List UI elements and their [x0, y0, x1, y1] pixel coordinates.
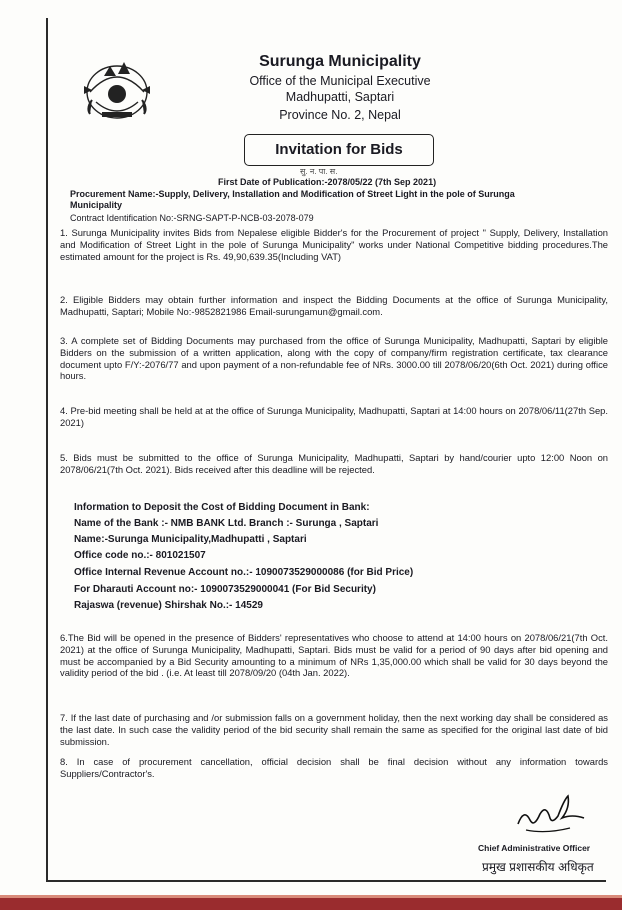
- signatory-nepali-title: प्रमुख प्रशासकीय अधिकृत: [482, 860, 594, 874]
- paragraph-3: 3. A complete set of Bidding Documents may purchased from the office of Surunga Municipality, Madhupatti, Saptari by eligible Bidders on the submission of a written application, along with the copy of company/firm registration certificate, tax clearance document upto F/Y:-2076/77 and upon payment of a non-refundable fee of NRs. 3000.00 till 2078/06/20(6th Oct. 2021) during office hours.: [60, 335, 608, 382]
- invitation-for-bids-title: Invitation for Bids: [244, 134, 434, 166]
- paragraph-7: 7. If the last date of purchasing and /or submission falls on a government holiday, then the next working day shall be considered as the last date. In such case the validity period of the bid security shall remain the same as specified for the original last date of bid submission.: [60, 712, 608, 747]
- procurement-name-line2: Municipality: [70, 200, 123, 210]
- bank-info-heading: Information to Deposit the Cost of Bidding Document in Bank:: [74, 502, 370, 513]
- handwritten-signature: [490, 790, 600, 838]
- contract-identification: Contract Identification No:-SRNG-SAPT-P-NCB-03-2078-079: [70, 213, 314, 223]
- paragraph-6: 6.The Bid will be opened in the presence of Bidders' representatives who choose to attend at 14:00 hours on 2078/06/21(7th Oct. 2021) at the office of Surunga Municipality, Madhupatti, Saptari. Bids must be valid for a period of 90 days after bid opening and must be accompanied by a Bid Security amounting to a minimum of NRs 1,35,000.00 which shall be valid for 30 days beyond the validity period of the bid . (i.e. At least till 2078/09/20 (04th Jan. 2022).: [60, 632, 608, 679]
- paragraph-1: 1. Surunga Municipality invites Bids from Nepalese eligible Bidder's for the Procurement of project " Supply, Delivery, Installation and Modification of Street Light in the pole of Surunga Municipality" works under National Competitive bidding procedures.The estimated amount for the project is Rs. 49,90,639.35(Including VAT): [60, 227, 608, 262]
- signatory-title: Chief Administrative Officer: [478, 843, 591, 853]
- left-border-line: [46, 18, 48, 880]
- bottom-red-band: [0, 898, 622, 910]
- publication-date: First Date of Publication:-2078/05/22 (7th Sep 2021): [218, 177, 437, 187]
- dharauti-account: For Dharauti Account no:- 1090073529000041 (For Bid Security): [74, 584, 376, 595]
- rajaswa-number: Rajaswa (revenue) Shirshak No.:- 14529: [74, 600, 263, 611]
- bottom-border-line: [46, 880, 606, 882]
- municipality-name: Surunga Municipality: [259, 53, 421, 70]
- office-code: Office code no.:- 801021507: [74, 550, 206, 561]
- paragraph-2: 2. Eligible Bidders may obtain further information and inspect the Bidding Documents at the office of Surunga Municipality, Madhupatti, Saptari; Mobile No:-9852821986 Email-surungamun@gmail.com.: [60, 294, 608, 317]
- revenue-account: Office Internal Revenue Account no.:- 1090073529000086 (for Bid Price): [74, 567, 414, 578]
- office-location: Madhupatti, Saptari: [285, 90, 395, 104]
- province-line: Province No. 2, Nepal: [279, 108, 401, 122]
- nepal-emblem-logo: [74, 52, 160, 130]
- procurement-name-line1: Procurement Name:-Supply, Delivery, Installation and Modification of Street Light in the pole of Surunga: [70, 189, 515, 199]
- bank-name: Name of the Bank :- NMB BANK Ltd. Branch :- Surunga , Saptari: [74, 518, 379, 529]
- paragraph-8: 8. In case of procurement cancellation, official decision shall be final decision without any information towards Suppliers/Contractor's.: [60, 756, 608, 779]
- office-name: Office of the Municipal Executive: [249, 74, 431, 88]
- nepali-stamp-text: सु. न. पा. स.: [300, 167, 338, 176]
- paragraph-5: 5. Bids must be submitted to the office of Surunga Municipality, Madhupatti, Saptari by hand/courier upto 12:00 Noon on 2078/06/21(7th Oct. 2021). Bids received after this deadline will be rejected.: [60, 452, 608, 475]
- paragraph-4: 4. Pre-bid meeting shall be held at at the office of Surunga Municipality, Madhupatti, Saptari at 14:00 hours on 2078/06/11(27th Sep. 2021): [60, 405, 608, 428]
- bank-account-name: Name:-Surunga Municipality,Madhupatti , Saptari: [74, 534, 307, 545]
